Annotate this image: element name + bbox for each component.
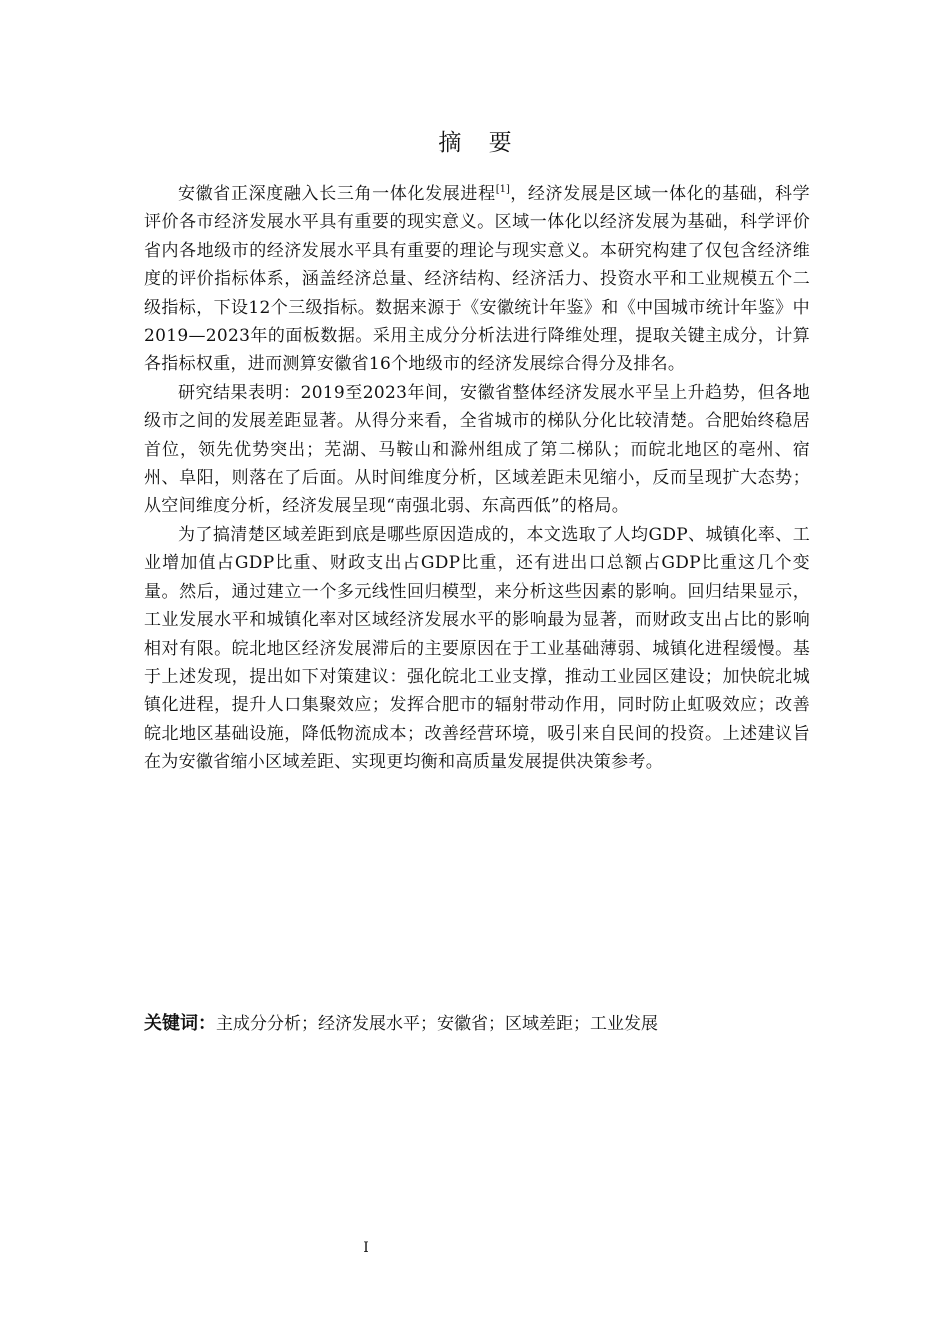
abstract-title: 摘 要: [438, 130, 522, 156]
page-number: I: [363, 1240, 369, 1256]
keywords-value: 主成分分析；经济发展水平；安徽省；区域差距；工业发展: [216, 1014, 658, 1034]
citation-marker[interactable]: [1]: [495, 184, 510, 195]
abstract-paragraph-1: [144, 180, 810, 379]
abstract-body: [144, 180, 810, 777]
abstract-paragraph-3: 为了搞清楚区域差距到底是哪些原因造成的，本文选取了人均GDP、城镇化率、工业增加值占GDP比重、财政支出占GDP比重，还有进出口总额占GDP比重这几个变量。然后，通过建立一个多元线性回归模型，来分析这些因素的影响。回归结果显示，工业发展水平和城镇化率对区域经济发展水平的影响最为显著，而财政支出占比的影响相对有限。皖北地区经济发展滞后的主要原因在于工业基础薄弱、城镇化进程缓慢。基于上述发现，提出如下对策建议：强化皖北工业支撑，推动工业园区建设；加快皖北城镇化进程，提升人口集聚效应；发挥合肥市的辐射带动作用，同时防止虹吸效应；改善皖北地区基础设施，降低物流成本；改善经营环境，吸引来自民间的投资。上述建议旨在为安徽省缩小区域差距、实现更均衡和高质量发展提供决策参考。: [144, 524, 810, 773]
paragraph-1-text-after-citation: ，经济发展是区域一体化的基础，科学评价各市经济发展水平具有重要的现实意义。区域一体化以经济发展为基础，科学评价省内各地级市的经济发展水平具有重要的理论与现实意义。本研究构建了仅包含经济维度的评价指标体系，涵盖经济总量、经济结构、经济活力、投资水平和工业规模五个二级指标，下设12个三级指标。数据来源于《安徽统计年鉴》和《中国城市统计年鉴》中2019—2023年的面板数据。采用主成分分析法进行降维处理，提取关键主成分，计算各指标权重，进而测算安徽省16个地级市的经济发展综合得分及排名。: [144, 184, 810, 375]
keywords-label: 关键词：: [144, 1013, 216, 1034]
abstract-paragraph-2: 研究结果表明：2019至2023年间，安徽省整体经济发展水平呈上升趋势，但各地级市之间的发展差距显著。从得分来看，全省城市的梯队分化比较清楚。合肥始终稳居首位，领先优势突出；芜湖、马鞍山和滁州组成了第二梯队；而皖北地区的亳州、宿州、阜阳，则落在了后面。从时间维度分析，区域差距未见缩小，反而呈现扩大态势；从空间维度分析，经济发展呈现“南强北弱、东高西低”的格局。: [144, 382, 810, 517]
paragraph-1-text-before-citation: 安徽省正深度融入长三角一体化发展进程: [178, 184, 496, 204]
keywords-line: [144, 1010, 824, 1038]
